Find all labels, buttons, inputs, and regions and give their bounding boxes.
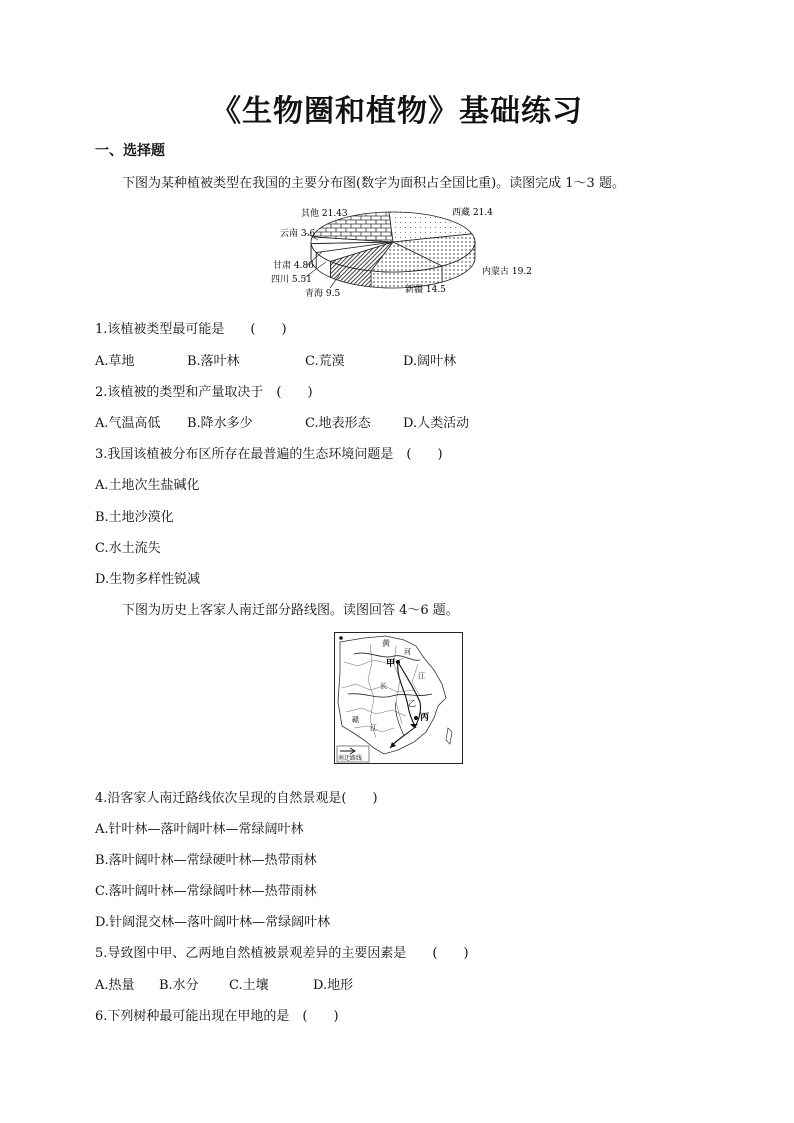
map-label: 江 [370, 724, 377, 732]
q1-option-a[interactable]: A.草地 [95, 354, 135, 369]
q5-option-c[interactable]: C.土壤 [229, 978, 269, 993]
map-label: 长 [380, 682, 387, 690]
q2-option-c[interactable]: C.地表形态 [305, 416, 371, 431]
map-legend-label: 南迁路线 [338, 755, 363, 762]
q1-option-b[interactable]: B.落叶林 [187, 354, 240, 369]
pie-label: 新疆 14.5 [405, 285, 446, 295]
q3-option-b[interactable]: B.土地沙漠化 [95, 510, 174, 525]
q5-options [95, 974, 353, 993]
pie-label: 内蒙古 19.2 [482, 267, 532, 277]
pie-label: 其他 21.43 [301, 209, 348, 219]
q5-option-d[interactable]: D.地形 [313, 978, 354, 993]
q2-option-a[interactable]: A.气温高低 [95, 416, 161, 431]
q3-option-d[interactable]: D.生物多样性锐减 [95, 572, 201, 587]
q2-option-b[interactable]: B.降水多少 [187, 416, 253, 431]
q5-option-b[interactable]: B.水分 [159, 978, 199, 993]
q5-stem: 5.导致图中甲、乙两地自然植被景观差异的主要因素是 ( ) [95, 946, 469, 961]
q5-option-a[interactable]: A.热量 [95, 978, 135, 993]
section-heading: 一、选择题 [95, 143, 165, 159]
q6-stem: 6.下列树种最可能出现在甲地的是 ( ) [95, 1009, 339, 1024]
map-label-bing: 丙 [420, 713, 430, 723]
page-title: 《生物圈和植物》基础练习 [211, 94, 583, 129]
q1-option-d[interactable]: D.阔叶林 [403, 354, 457, 369]
map-label: 河 [404, 648, 411, 656]
map-label-yi: 乙 [408, 699, 416, 708]
migration-map [334, 632, 463, 764]
pie-label: 西藏 21.4 [452, 208, 493, 218]
intro-text-2: 下图为历史上客家人南迁部分路线图。读图回答 4～6 题。 [122, 603, 459, 618]
q4-option-b[interactable]: B.落叶阔叶林—常绿硬叶林—热带雨林 [95, 853, 317, 868]
map-label: 江 [418, 672, 425, 680]
intro-text-1: 下图为某种植被类型在我国的主要分布图(数字为面积占全国比重)。读图完成 1～3 题。 [122, 176, 625, 191]
map-label-jia: 甲 [386, 659, 396, 669]
q1-option-c[interactable]: C.荒漠 [305, 354, 345, 369]
q3-option-c[interactable]: C.水土流失 [95, 541, 161, 556]
pie-label: 四川 5.51 [271, 275, 312, 285]
q3-stem: 3.我国该植被分布区所存在最普遍的生态环境问题是 ( ) [95, 447, 443, 462]
q1-options [95, 350, 456, 369]
q2-option-d[interactable]: D.人类活动 [403, 416, 470, 431]
map-label: 黄 [382, 639, 390, 648]
q4-stem: 4.沿客家人南迁路线依次呈现的自然景观是( ) [95, 791, 378, 806]
q1-stem: 1.该植被类型最可能是 ( ) [95, 322, 287, 337]
q4-option-d[interactable]: D.针阔混交林—落叶阔叶林—常绿阔叶林 [95, 915, 331, 930]
q2-options [95, 412, 469, 431]
pie-slices [311, 212, 475, 288]
map-label: 赣 [352, 716, 359, 724]
pie-label: 青海 9.5 [305, 289, 341, 299]
q3-option-a[interactable]: A.土地次生盐碱化 [95, 478, 200, 493]
pie-chart-figure [268, 200, 538, 304]
q4-option-a[interactable]: A.针叶林—落叶阔叶林—常绿阔叶林 [95, 822, 304, 837]
q2-stem: 2.该植被的类型和产量取决于 ( ) [95, 385, 313, 400]
pie-label: 云南 3.6 [280, 229, 316, 239]
pie-label: 甘肃 4.86 [273, 261, 314, 271]
q4-option-c[interactable]: C.落叶阔叶林—常绿阔叶林—热带雨林 [95, 884, 317, 899]
